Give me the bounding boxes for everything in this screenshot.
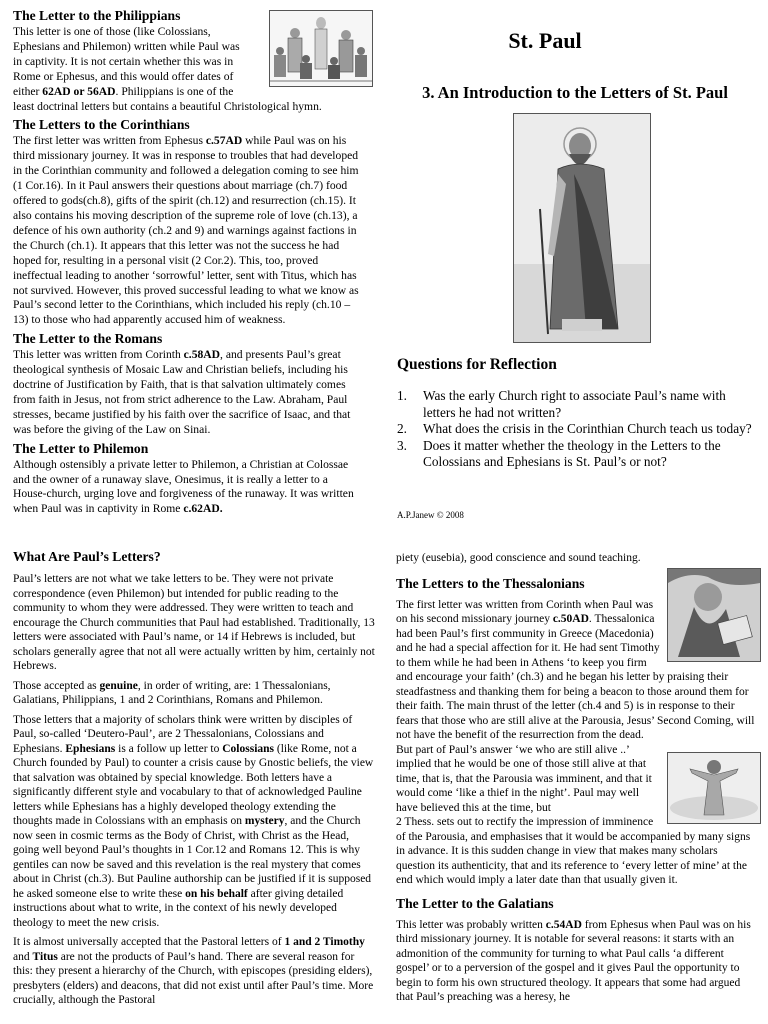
- copyright: A.P.Janew © 2008: [397, 510, 464, 520]
- bottom-left-column: [13, 549, 375, 1008]
- continued-text: piety (eusebia), good conscience and sound teaching.: [396, 552, 641, 564]
- st-paul-drawing: [514, 114, 650, 342]
- paragraph: Those letters that a majority of scholars think were written by disciples of Paul, so-called ‘Deutero-Paul’, are 2 Thessalonians, Colossians and Ephesians. Ephesians is a follow up letter to Colossians (like Rome, not a Church founded by Paul) to counter a crisis cause by Gnostic beliefs, the view that salvation was obtained by special knowledge. Both letters have a significantly different style and vocabulary to that of acknowledged Pauline letters while Ephesians has a highly developed theology extending the thoughts made in Colossians with an emphasis on mystery, and the Church now seen in cosmic terms as the Body of Christ, with Christ as the Head, going well beyond Paul’s thoughts in 1 Cor.12 and Romans 12. This is why gentiles can now be saved and this revelation is the real mystery that comes about in Christ (ch.3). But Pauline authorship can be justified if it is supposed he asked someone else to write these on his behalf after giving detailed instructions about what to write, in the context of his newly developed theology to meet the new crisis.: [13, 713, 374, 929]
- questions-heading: Questions for Reflection: [397, 356, 557, 373]
- paragraph: Paul’s letters are not what we take letters to be. They were not private correspondence (even Philemon) but intended for public reading to the community to whom they were addressed. They were written to teach and encourage the Church communities that Paul had established. Traditionally, 13 letters were associated with Paul’s name, or 14 if Hebrews is included, but scholars generally agree that not all were actually written by him, certainly not Hebrews.: [13, 573, 375, 672]
- thessalonians-text: The first letter was written from Corinth when Paul was on his second missionary journey c.50AD. Thessalonica had been Paul’s first community in Greece (Macedonia) and he had a special affection for it. He had sent Timothy to them while he had been in Athens ‘to keep you firm and encourage your faith’ (ch.3) and he began his letter by praising their steadfastness and thanking them for being a beacon to those around them for their faith. The main thrust of the letter (ch.4 and 5) is in response to their fears that those who are still alive at the Parousia, Jesus’ Second Coming, will not have the benefit of the resurrection from the dead.: [396, 598, 755, 741]
- apostles-illustration: [269, 10, 373, 87]
- philemon-heading: The Letter to Philemon: [13, 440, 149, 456]
- philippians-line: This letter is one of those (like Colossians,: [13, 25, 211, 38]
- philippians-line: least doctrinal letters but contains a beautiful Christological hymn.: [13, 99, 322, 113]
- romans-text: This letter was written from Corinth c.58AD, and presents Paul’s great theological synthesis of Mosaic Law and Christian beliefs, including his doctrine of Justification by Faith, that is that salvation ultimately comes from faith in Jesus, not from strict adherence to the Law. Abraham, Paul stresses, became justified by his faith over the sacrifice of Isaac, and that was before the giving of the Law on Sinai.: [13, 348, 351, 436]
- philippians-line: Rome or Ephesus, and this would offer dates of: [13, 69, 234, 83]
- question-item: 3. Does it matter whether the theology in the Letters to the Colossians and Ephesians is St. Paul’s or not?: [397, 437, 721, 469]
- galatians-text: This letter was probably written c.54AD from Ephesus when Paul was on his third missionary journey. It is notable for several reasons: it starts with an admonition of the community for turning to what Paul calls ‘a different gospel’ or to a perversion of the gospel and it gives Paul the opportunity to begin to form his own structured theology. It appears that some had argued that Paul’s preaching was a heresy, he: [396, 918, 751, 1003]
- st-paul-portrait: [513, 113, 651, 343]
- paragraph: It is almost universally accepted that the Pastoral letters of 1 and 2 Timothy and Titus are not the products of Paul’s hand. There are several reason for this: they present a hierarchy of the Church, with episcopes (presiding elders), presbyters (elders) and deacons, that did not exist until after Paul’s time. More crucially, although the Pastoral: [13, 936, 374, 1006]
- philippians-line: Ephesians and Philemon) written while Paul was: [13, 39, 240, 53]
- apostles-drawing: [270, 11, 372, 86]
- paul-writing-illustration: [667, 568, 761, 662]
- philemon-section: [13, 441, 363, 518]
- thessalonians-heading: The Letters to the Thessalonians: [396, 575, 585, 591]
- paul-writing-drawing: [668, 569, 760, 661]
- romans-heading: The Letter to the Romans: [13, 331, 163, 347]
- romans-section: [13, 331, 363, 437]
- questions-list: [397, 388, 755, 471]
- page-title: St. Paul: [508, 28, 582, 53]
- what-are-letters-heading: What Are Paul’s Letters?: [13, 549, 161, 564]
- philippians-line: in captivity. It is not certain whether this was in: [13, 54, 234, 68]
- jesus-ascension-illustration: [667, 752, 761, 824]
- page-subtitle: 3. An Introduction to the Letters of St. Paul: [422, 83, 728, 102]
- galatians-heading: The Letter to the Galatians: [396, 895, 554, 911]
- corinthians-section: [13, 117, 363, 328]
- paragraph: Those accepted as genuine, in order of writing, are: 1 Thessalonians, Galatians, Philippians, 1 and 2 Corinthians, Romans and Philemon.: [13, 679, 331, 706]
- thessalonians-text: But part of Paul’s answer ‘we who are still alive ..’ implied that he would be one of those still alive at that time, that is, that the Parousia was imminent, and that it would come ‘like a thief in the night’. Paul may well have believed this at the time, but: [396, 743, 652, 814]
- philippians-line: either 62AD or 56AD. Philippians is one of the: [13, 84, 234, 98]
- jesus-drawing: [668, 753, 760, 823]
- corinthians-heading: The Letters to the Corinthians: [13, 117, 190, 133]
- philemon-text: Although ostensibly a private letter to Philemon, a Christian at Colossae and the owner of a runaway slave, Onesimus, it is really a letter to a House-church, urging love and forgiveness of the runaway. It was written when Paul was in captivity in Rome c.62AD.: [13, 457, 354, 516]
- thessalonians-text: 2 Thess. sets out to rectify the impression of imminence of the Parousia, and emphasises that it would be accompanied by many signs in advance. It is this sudden change in view that makes many scholars question its authenticity, that and its reference to ‘every letter of mine’ at the end which would imply a later date than that usually given it.: [396, 816, 751, 886]
- question-item: 1. Was the early Church right to associate Paul’s name with letters he had not written?: [397, 388, 726, 420]
- question-item: 2. What does the crisis in the Corinthian Church teach us today?: [397, 421, 752, 436]
- philippians-heading: The Letter to the Philippians: [13, 8, 181, 23]
- corinthians-text: The first letter was written from Ephesus c.57AD while Paul was on his third missionary journey. It was in response to troubles that had developed in the Corinthian community and followed a delegation coming to see him (1 Cor.16). In it Paul answers their questions about marriage (ch.7) food offered to gods(ch.8), gifts of the spirit (ch.12) and resurrection (ch.15). It also contains his moving description of the supreme role of love (ch.13), a defence of his own authority (ch.2 and 9) and warnings against factions in the Church (ch.1). It appears that this letter was not the success he had hoped for, resulting in a personal visit (2 Cor.2). This, too, proved ineffectual leading to another ‘sorrowful’ letter, sent with Titus, which has not survived. However, this proved successful leading to what we know as Paul’s second letter to the Corinthians, which included his reply (ch.10 –13) to those who had apparently accused him of weakness.: [13, 134, 359, 327]
